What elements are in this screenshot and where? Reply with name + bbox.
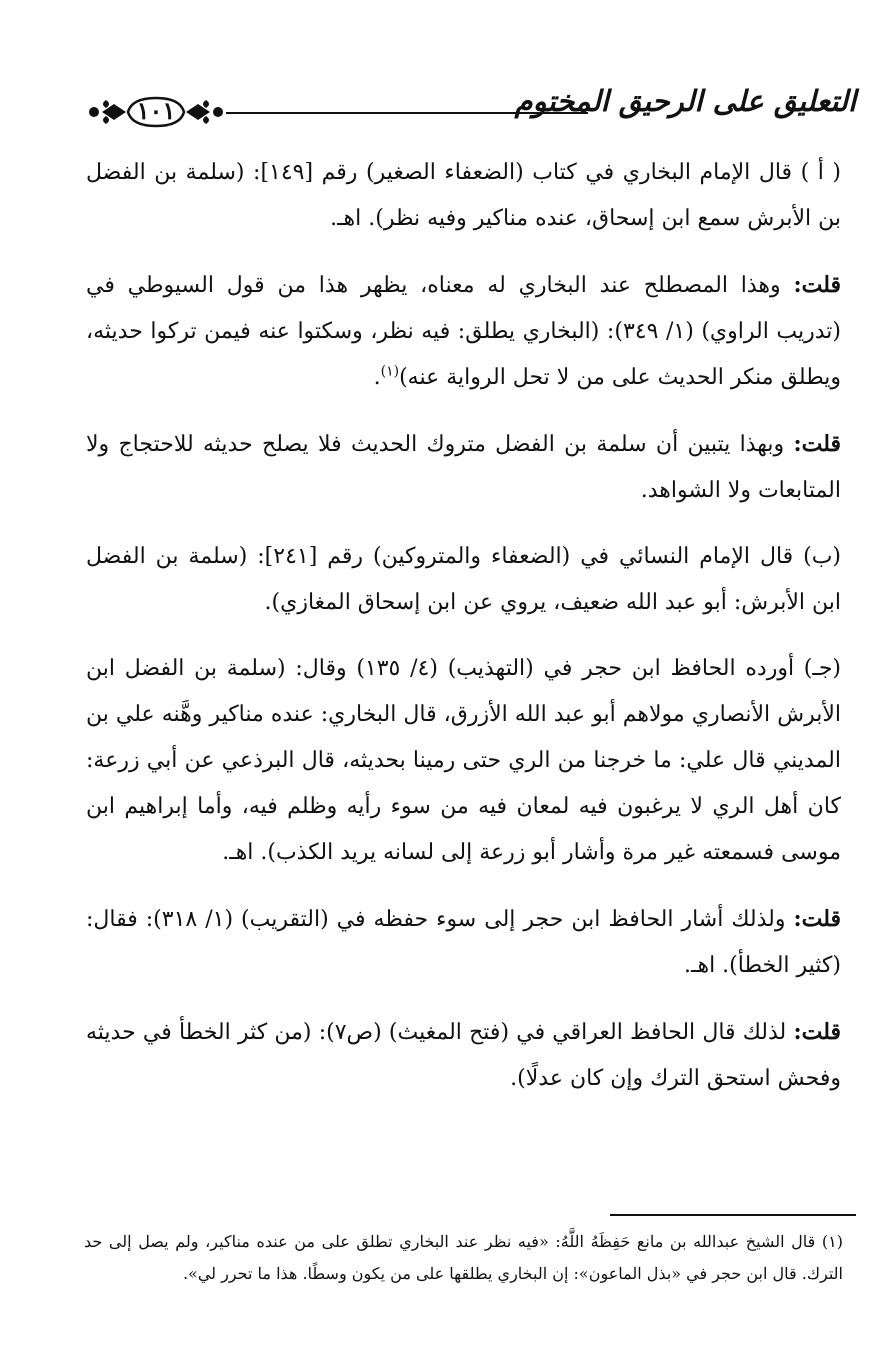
paragraph-text: (جـ) أورده الحافظ ابن حجر في (التهذيب) (٤/ ١٣٥) وقال: (سلمة بن الفضل ابن الأبرش الأنصاري مولاهم أبو عبد الله الأزرق، قال البخاري: عنده مناكير وهَّنه علي بن المديني قال علي: ما خرجنا من الري حتى رمينا بحديثه، قال البرذعي عن أبي زرعة: كان أهل الري لا يرغبون فيه لمعان فيه من سوء رأيه وظلم فيه، وأما إبراهيم ابن موسى فسمعته غير مرة وأشار أبو زرعة إلى لسانه يريد الكذب). اهـ. xyxy=(86,656,842,865)
paragraph-text: وهذا المصطلح عند البخاري له معناه، يظهر هذا من قول السيوطي في (تدريب الراوي) (١/ ٣٤٩): (البخاري يطلق: فيه نظر، وسكتوا عنه فيمن تركوا حديثه، ويطلق منكر الحديث على من لا تحل الرواية عنه) xyxy=(86,273,842,390)
running-title: التعليق على الرحيق المختوم xyxy=(514,84,856,118)
paragraph-lead: قلت: xyxy=(793,906,842,932)
paragraph-lead: قلت: xyxy=(793,1019,841,1045)
main-text xyxy=(86,150,841,1122)
header-rule xyxy=(226,112,588,114)
page-header xyxy=(86,78,856,142)
page-number: ١٠١ xyxy=(136,96,176,125)
paragraph-b xyxy=(86,534,841,626)
paragraph-qult-1 xyxy=(86,262,841,401)
paragraph-lead: قلت: xyxy=(793,431,841,457)
paragraph-end: . xyxy=(373,365,381,390)
paragraph-text: لذلك قال الحافظ العراقي في (فتح المغيث) (ص٧): (من كثر الخطأ في حديثه وفحش استحق الترك وإن كان عدلًا). xyxy=(86,1020,841,1091)
footnote-reference[interactable]: (١) xyxy=(380,363,400,380)
paragraph-lead: قلت: xyxy=(793,272,841,298)
footnote: (١) قال الشيخ عبدالله بن مانع حَفِظَهُ اللَّهُ: «فيه نظر عند البخاري تطلق على من عنده مناكير، ولم يصل إلى حد الترك. قال ابن حجر في «بذل الماعون»: إن البخاري يطلقها على من يكون وسطًا. هذا ما تحرر لي». xyxy=(84,1232,843,1283)
paragraph-text: ولذلك أشار الحافظ ابن حجر إلى سوء حفظه في (التقريب) (١/ ٣١٨): فقال: (كثير الخطأ). اهـ. xyxy=(86,907,841,978)
paragraph-qult-2 xyxy=(86,421,841,514)
paragraph-text: ( أ ) قال الإمام البخاري في كتاب (الضعفاء الصغير) رقم [١٤٩]: (سلمة بن الفضل بن الأبرش سمع ابن إسحاق، عنده مناكير وفيه نظر). اهـ. xyxy=(86,160,841,231)
paragraph-qult-4 xyxy=(86,1009,841,1102)
paragraph-qult-3 xyxy=(86,896,841,989)
paragraph-text: وبهذا يتبين أن سلمة بن الفضل متروك الحديث فلا يصلح حديثه للاحتجاج ولا المتابعات ولا الشواهد. xyxy=(86,432,841,503)
paragraph-a xyxy=(86,150,841,242)
paragraph-j xyxy=(86,646,841,876)
footnote-rule xyxy=(610,1214,856,1216)
paragraph-text: (ب) قال الإمام النسائي في (الضعفاء والمتروكين) رقم [٢٤١]: (سلمة بن الفضل ابن الأبرش: أبو عبد الله ضعيف، يروي عن ابن إسحاق المغازي). xyxy=(86,544,842,615)
